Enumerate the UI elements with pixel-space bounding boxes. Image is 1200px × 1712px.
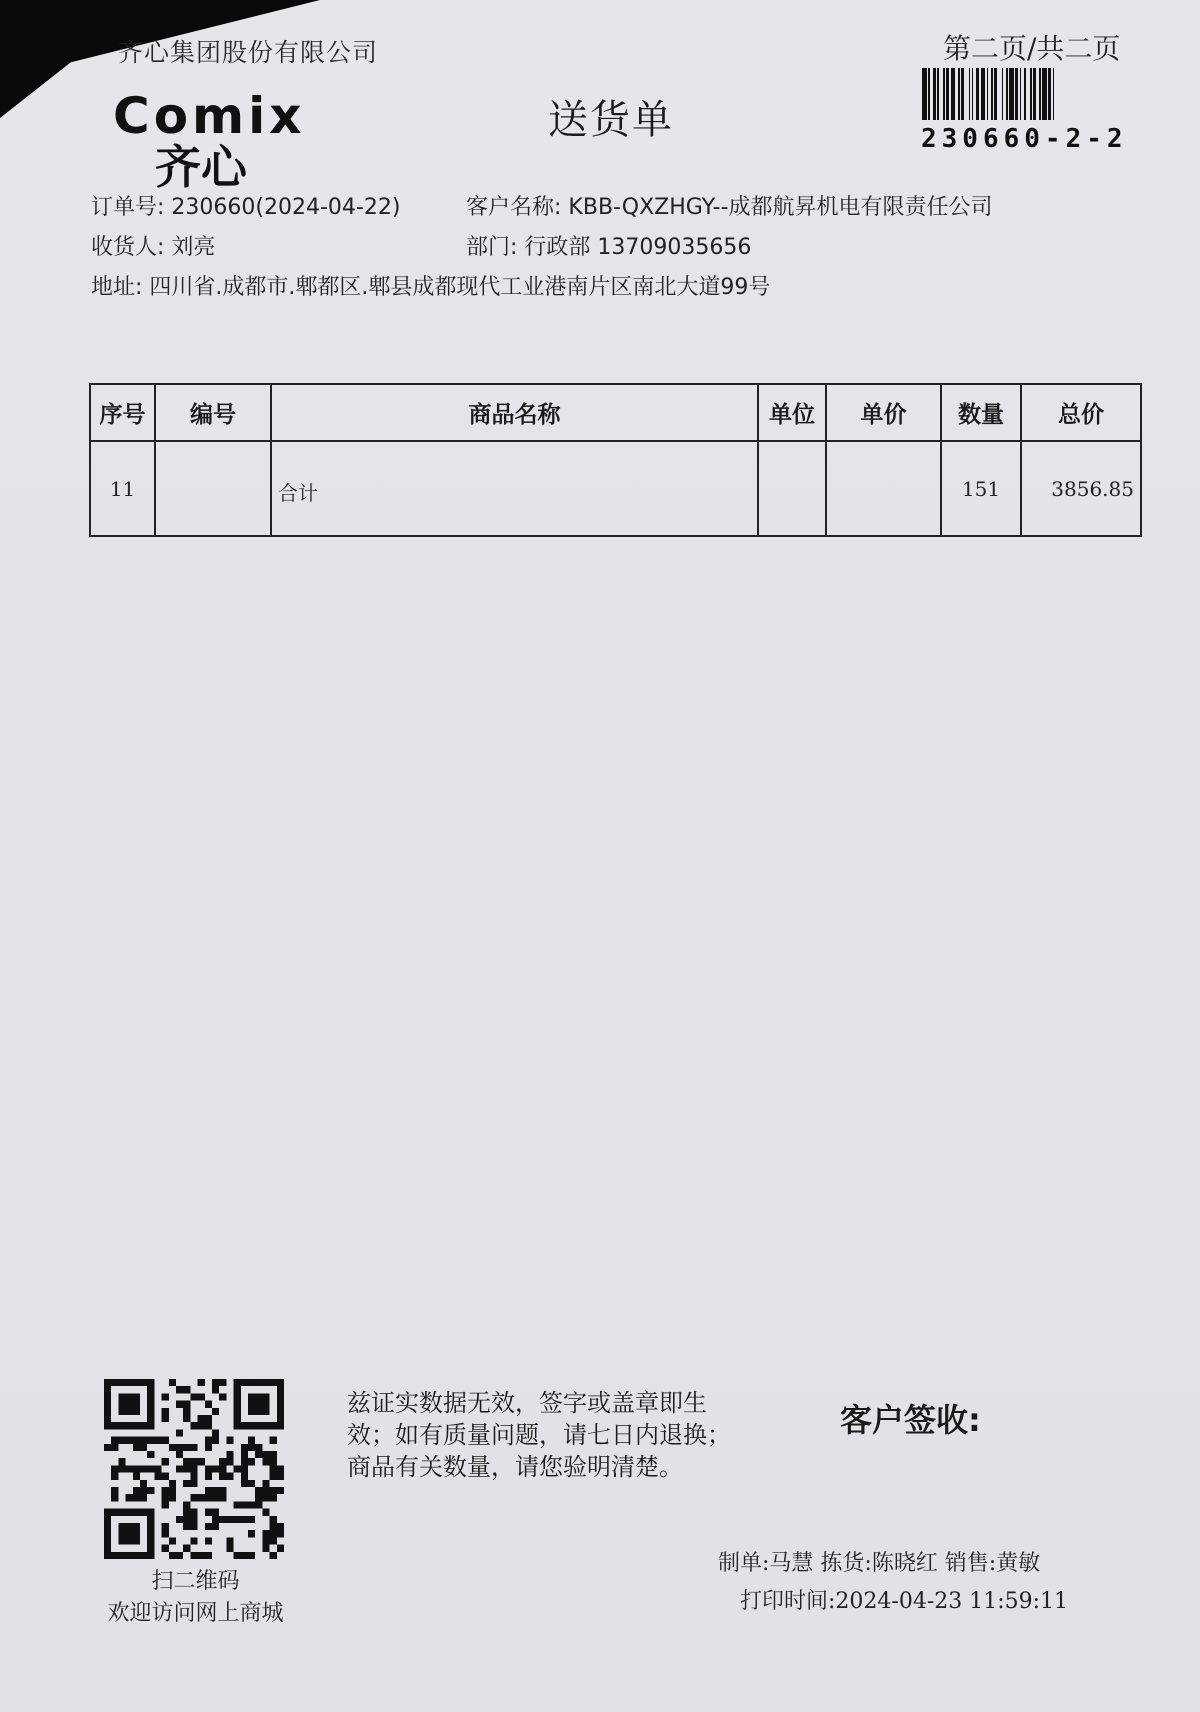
cell-code [155, 441, 271, 536]
header-product-name: 商品名称 [271, 384, 758, 441]
notice-line-3: 商品有关数量，请您验明清楚。 [347, 1453, 683, 1481]
cell-seq: 11 [90, 441, 155, 536]
receiver-label: 收货人: [91, 235, 165, 260]
header-code: 编号 [155, 384, 271, 441]
qr-code-image [104, 1379, 284, 1559]
customer-name-value: KBB-QXZHGY--成都航昇机电有限责任公司 [568, 195, 993, 220]
header-unit: 单位 [758, 384, 826, 441]
table-header-row [90, 384, 1141, 441]
receiver-line [91, 230, 215, 261]
staff-line: 制单:马慧 拣货:陈晓红 销售:黄敏 [718, 1551, 1041, 1576]
logo-latin: Comix [113, 89, 306, 145]
header-quantity: 数量 [941, 384, 1021, 441]
cell-product-name: 合计 [271, 441, 758, 536]
address-label: 地址: [91, 275, 143, 300]
address-value: 四川省.成都市.郫都区.郫县成都现代工业港南片区南北大道99号 [149, 275, 771, 300]
cell-total-price: 3856.85 [1021, 441, 1141, 536]
customer-signature-label: 客户签收: [840, 1401, 981, 1439]
qr-caption-line-2: 欢迎访问网上商城 [107, 1601, 284, 1626]
cell-unit-price [826, 441, 941, 536]
logo-cn: 齐心 [155, 140, 247, 189]
notice-line-1: 兹证实数据无效，签字或盖章即生 [347, 1389, 707, 1417]
customer-name-line [466, 190, 992, 221]
cell-unit [758, 441, 826, 536]
barcode-number: 230660-2-2 [921, 124, 1128, 154]
receiver-value: 刘亮 [171, 235, 216, 260]
address-line [91, 270, 770, 301]
order-number-value: 230660(2024-04-22) [171, 195, 401, 220]
qr-caption-line-1: 扫二维码 [151, 1569, 240, 1594]
department-line [466, 230, 751, 261]
notice-line-2: 效；如有质量问题，请七日内退换； [347, 1421, 731, 1449]
document-title: 送货单 [548, 97, 674, 143]
header-unit-price: 单价 [826, 384, 941, 441]
header-seq: 序号 [90, 384, 155, 441]
company-name: 齐心集团股份有限公司 [118, 38, 379, 67]
cell-quantity: 151 [941, 441, 1021, 536]
customer-name-label: 客户名称: [466, 195, 562, 220]
comix-logo [113, 89, 353, 189]
barcode-image [922, 68, 1134, 120]
department-label: 部门: [466, 235, 518, 260]
page-indicator: 第二页/共二页 [943, 32, 1121, 65]
header-total-price: 总价 [1021, 384, 1141, 441]
print-time: 打印时间:2024-04-23 11:59:11 [740, 1589, 1069, 1614]
goods-table [89, 383, 1142, 537]
notice-text [347, 1387, 767, 1483]
department-value: 行政部 13709035656 [524, 235, 752, 260]
barcode-bar [1054, 68, 1057, 120]
table-row [90, 441, 1141, 536]
order-number-line [91, 190, 400, 221]
qr-caption [88, 1566, 303, 1630]
order-number-label: 订单号: [91, 195, 165, 220]
